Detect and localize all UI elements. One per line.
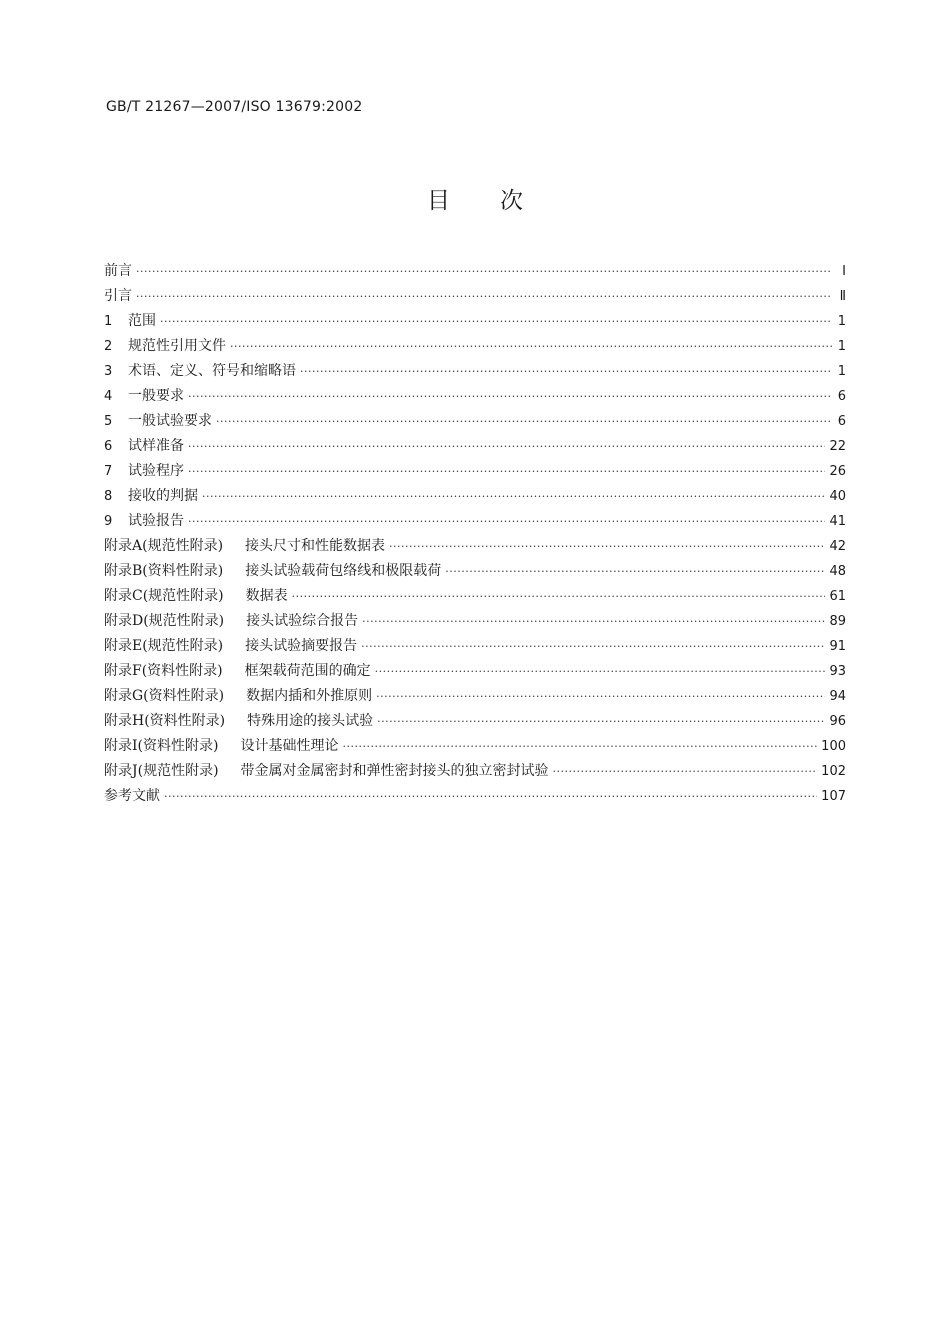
toc-entry[interactable] (104, 510, 846, 535)
page-title: 目次 (427, 188, 573, 214)
toc-entry-label (104, 335, 226, 355)
toc-dot-leader (216, 415, 832, 428)
toc-dot-leader (188, 390, 832, 403)
toc-entry-title: 附录C(规范性附录) (104, 588, 224, 604)
toc-entry-title: 附录F(资料性附录) (104, 663, 223, 679)
toc-entry-page: 100 (821, 739, 846, 754)
toc-entry-title: 附录A(规范性附录) (104, 538, 224, 554)
toc-entry-number: 5 (104, 414, 113, 429)
toc-entry-title: 试样准备 (128, 438, 184, 454)
toc-entry-number: 4 (104, 389, 113, 404)
toc-entry-title: 术语、定义、符号和缩略语 (128, 363, 296, 379)
toc-dot-leader (361, 640, 825, 653)
document-code: GB/T 21267—2007/ISO 13679:2002 (106, 99, 363, 115)
toc-entry[interactable] (104, 485, 846, 510)
toc-entry-page: 94 (829, 689, 846, 704)
toc-entry-label (104, 360, 296, 380)
toc-entry-title: 一般要求 (128, 388, 184, 404)
toc-entry-number: 1 (104, 314, 113, 329)
toc-entry-subtitle: 数据表 (245, 588, 288, 604)
toc-dot-leader (188, 515, 825, 528)
toc-entry-label (104, 685, 372, 705)
toc-entry-label (104, 560, 441, 580)
toc-entry-label (104, 385, 184, 405)
toc-entry[interactable] (104, 735, 846, 760)
toc-dot-leader (230, 340, 832, 353)
toc-entry-number: 3 (104, 364, 113, 379)
toc-entry-page: 96 (829, 714, 846, 729)
toc-entry-page: 102 (821, 764, 846, 779)
toc-entry[interactable] (104, 460, 846, 485)
toc-entry-page: 42 (829, 539, 846, 554)
toc-entry-page: 22 (829, 439, 846, 454)
toc-entry-title: 试验程序 (128, 463, 184, 479)
toc-entry[interactable] (104, 260, 846, 285)
toc-entry-page: 6 (837, 414, 846, 429)
toc-dot-leader (376, 690, 825, 703)
toc-dot-leader (375, 665, 826, 678)
toc-entry-page: 48 (829, 564, 846, 579)
toc-entry-title: 接收的判据 (128, 488, 198, 504)
table-of-contents (104, 260, 846, 810)
toc-entry-subtitle: 框架载荷范围的确定 (244, 663, 371, 679)
toc-entry-label (104, 535, 385, 555)
toc-entry-number: 9 (104, 514, 113, 529)
toc-entry-label (104, 660, 371, 680)
toc-entry-subtitle: 数据内插和外推原则 (246, 688, 373, 704)
toc-entry-page: 1 (837, 364, 846, 379)
toc-entry-subtitle: 接头试验综合报告 (246, 613, 359, 629)
toc-entry[interactable] (104, 635, 846, 660)
toc-dot-leader (160, 315, 832, 328)
toc-entry-page: 107 (821, 789, 846, 804)
toc-entry-subtitle: 接头试验摘要报告 (245, 638, 358, 654)
toc-entry-title: 附录J(规范性附录) (104, 763, 219, 779)
toc-entry-label (104, 735, 338, 755)
toc-entry-title: 附录D(规范性附录) (104, 613, 225, 629)
toc-entry-subtitle: 接头试验载荷包络线和极限载荷 (245, 563, 442, 579)
toc-entry-title: 试验报告 (128, 513, 184, 529)
toc-entry-title: 附录I(资料性附录) (104, 738, 219, 754)
toc-entry-label (104, 510, 184, 530)
toc-entry[interactable] (104, 385, 846, 410)
toc-dot-leader (202, 490, 825, 503)
toc-entry[interactable] (104, 335, 846, 360)
toc-entry-page: 91 (829, 639, 846, 654)
toc-entry-title: 引言 (104, 288, 132, 304)
toc-entry-page: 40 (829, 489, 846, 504)
toc-entry-label (104, 785, 160, 805)
toc-dot-leader (188, 440, 825, 453)
toc-entry-title: 一般试验要求 (128, 413, 212, 429)
toc-entry-number: 8 (104, 489, 113, 504)
toc-entry-subtitle: 设计基础性理论 (240, 738, 339, 754)
toc-entry-page: Ⅰ (842, 264, 846, 279)
toc-dot-leader (292, 590, 826, 603)
toc-entry-page: 93 (829, 664, 846, 679)
toc-entry-label (104, 285, 132, 305)
toc-entry-page: Ⅱ (839, 289, 846, 304)
toc-entry-label (104, 485, 198, 505)
toc-dot-leader (377, 715, 825, 728)
toc-entry-subtitle: 带金属对金属密封和弹性密封接头的独立密封试验 (240, 763, 549, 779)
toc-entry[interactable] (104, 785, 846, 810)
toc-entry-label (104, 710, 373, 730)
toc-entry-label (104, 410, 212, 430)
toc-entry-title: 规范性引用文件 (128, 338, 226, 354)
toc-entry-page: 41 (829, 514, 846, 529)
toc-entry-title: 参考文献 (104, 788, 160, 804)
toc-entry-label (104, 610, 358, 630)
toc-entry-label (104, 585, 288, 605)
toc-dot-leader (445, 565, 825, 578)
toc-dot-leader (164, 790, 817, 803)
toc-entry[interactable] (104, 310, 846, 335)
toc-entry-title: 附录B(资料性附录) (104, 563, 224, 579)
toc-entry[interactable] (104, 710, 846, 735)
toc-entry-number: 7 (104, 464, 113, 479)
toc-dot-leader (188, 465, 825, 478)
toc-entry[interactable] (104, 535, 846, 560)
toc-dot-leader (300, 365, 832, 378)
toc-entry-title: 附录G(资料性附录) (104, 688, 225, 704)
toc-entry-number: 6 (104, 439, 113, 454)
toc-entry-subtitle: 接头尺寸和性能数据表 (245, 538, 386, 554)
toc-entry[interactable] (104, 435, 846, 460)
toc-dot-leader (389, 540, 825, 553)
toc-dot-leader (136, 290, 832, 303)
toc-entry-number: 2 (104, 339, 113, 354)
toc-entry-label (104, 435, 184, 455)
toc-entry-page: 26 (829, 464, 846, 479)
toc-entry-page: 1 (837, 339, 846, 354)
toc-entry[interactable] (104, 660, 846, 685)
toc-entry[interactable] (104, 360, 846, 385)
toc-entry-page: 1 (837, 314, 846, 329)
toc-entry-subtitle: 特殊用途的接头试验 (247, 713, 374, 729)
toc-entry-title: 范围 (128, 313, 156, 329)
toc-entry-label (104, 460, 184, 480)
toc-entry-title: 附录E(规范性附录) (104, 638, 224, 654)
toc-entry-page: 6 (837, 389, 846, 404)
toc-entry-title: 附录H(资料性附录) (104, 713, 226, 729)
toc-entry-title: 前言 (104, 263, 132, 279)
toc-entry[interactable] (104, 560, 846, 585)
toc-entry-page: 89 (829, 614, 846, 629)
toc-entry[interactable] (104, 285, 846, 310)
toc-entry-label (104, 760, 549, 780)
toc-entry[interactable] (104, 610, 846, 635)
toc-entry-label (104, 310, 156, 330)
toc-entry[interactable] (104, 685, 846, 710)
toc-entry[interactable] (104, 410, 846, 435)
toc-dot-leader (136, 265, 832, 278)
toc-entry-page: 61 (829, 589, 846, 604)
toc-dot-leader (553, 765, 818, 778)
toc-entry-label (104, 260, 132, 280)
toc-dot-leader (362, 615, 825, 628)
toc-entry[interactable] (104, 760, 846, 785)
toc-entry-label (104, 635, 357, 655)
toc-entry[interactable] (104, 585, 846, 610)
toc-dot-leader (342, 740, 817, 753)
